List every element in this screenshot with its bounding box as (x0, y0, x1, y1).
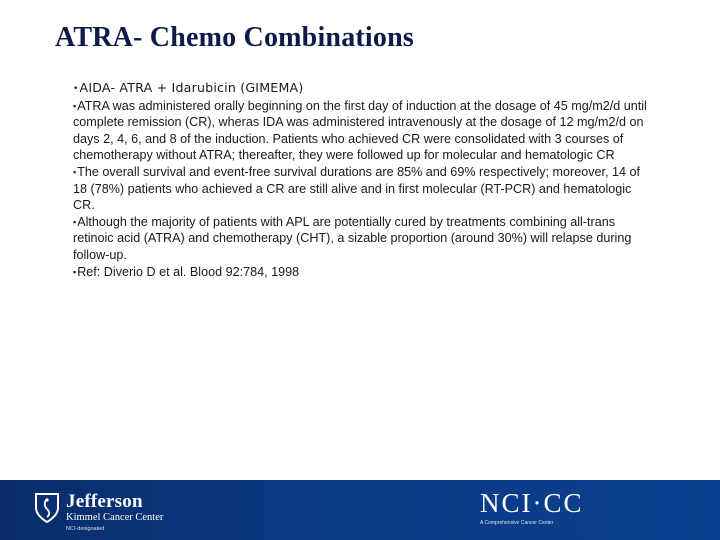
bullet-item (73, 264, 655, 281)
bullet-item (73, 164, 655, 214)
bullet-text: Although the majority of patients with APL are potentially cured by treatments combining all-trans retinoic acid (ATRA) and chemotherapy (CHT), a sizable proportion (around 30%) will relapse during follow-up. (73, 214, 632, 262)
bullet-item (73, 98, 655, 164)
bullet-marker: • (73, 84, 79, 94)
bullet-marker: ▪ (73, 266, 77, 277)
kimmel-name: Kimmel Cancer Center (66, 512, 164, 523)
bullet-marker: ▪ (73, 166, 77, 177)
slide-title: ATRA- Chemo Combinations (55, 22, 414, 53)
bullet-item (73, 214, 655, 264)
bullet-marker: ▪ (73, 216, 77, 227)
nccn-letters: NCI·CC (480, 488, 584, 518)
slide-body (73, 80, 655, 280)
bullet-item (73, 80, 655, 98)
nccn-logo (480, 490, 584, 527)
bullet-text: Ref: Diverio D et al. Blood 92:784, 1998 (77, 264, 300, 279)
jefferson-name: Jefferson (66, 491, 143, 512)
nccn-tagline: A Comprehensive Cancer Center (480, 520, 554, 526)
bullet-text: AIDA- ATRA + Idarubicin (GIMEMA) (79, 80, 304, 95)
bullet-marker: ▪ (73, 100, 77, 111)
bullet-text: The overall survival and event-free survival durations are 85% and 69% respectively; moreover, 14 of 18 (78%) patients who achieved a CR are still alive and in first molecular (RT-PCR) and hematologic CR. (73, 164, 641, 213)
shield-icon (34, 492, 60, 524)
nci-designated-label: NCI-designated (66, 525, 105, 532)
bullet-text: ATRA was administered orally beginning on the first day of induction at the dosage of 45 mg/m2/d until complete remission (CR), wheras IDA was administered intravenously at the dosage of 12 mg/m2/d on days 2, 4, 6, and 8 of the induction. Patients who achieved CR were consolidated with 3 courses of chemotherapy without ATRA; thereafter, they were followed up for molecular and hematologic CR (73, 98, 647, 163)
jefferson-logo (34, 492, 163, 532)
